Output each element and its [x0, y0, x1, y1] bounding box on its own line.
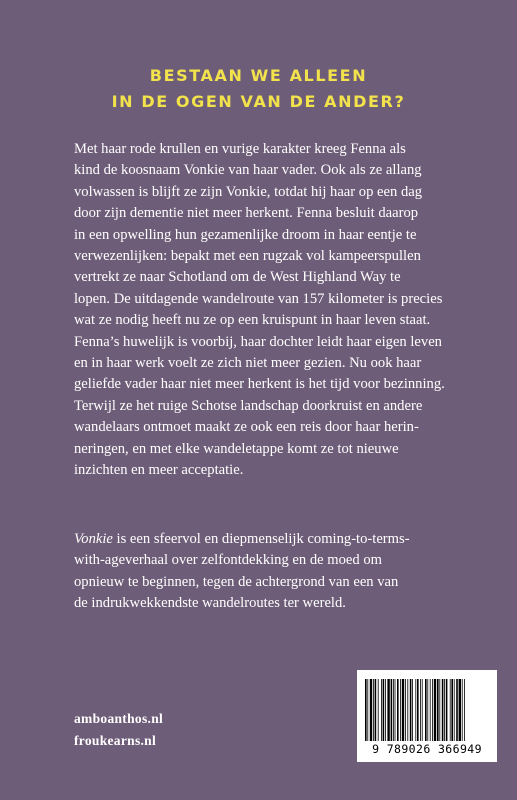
barcode-bar — [393, 679, 394, 741]
barcode-bar — [365, 679, 367, 741]
blurb-line: en in haar werk voelt ze zich niet meer gezien. Nu ook haar — [74, 355, 422, 372]
barcode-bar — [402, 679, 404, 741]
barcode-bar — [375, 679, 377, 741]
barcode-bar — [425, 679, 427, 741]
barcode-bar — [378, 679, 379, 741]
barcode-bar — [415, 679, 416, 741]
blurb-line: kind de koosnaam Vonkie van haar vader. Ook als ze allang — [74, 162, 422, 179]
blurb-paragraph-1 — [74, 139, 504, 482]
blurb-line: geliefde vader haar niet meer herkent is het tijd voor bezinning. — [74, 376, 445, 393]
barcode-bar — [446, 679, 448, 741]
barcode-box — [357, 670, 497, 762]
headline-line-2: IN DE OGEN VAN DE ANDER? — [111, 92, 406, 111]
barcode-bar — [391, 679, 393, 741]
blurb-line: Fenna’s huwelijk is voorbij, haar dochter leidt haar eigen leven — [74, 333, 442, 350]
blurb-line: door zijn dementie niet meer herkent. Fenna besluit daarop — [74, 205, 419, 222]
blurb-line: wat ze nodig heeft nu ze op een kruispunt in haar leven staat. — [74, 312, 431, 329]
barcode-bar — [407, 679, 408, 741]
blurb-line: inzichten en meer acceptatie. — [74, 462, 244, 479]
barcode-bar — [370, 679, 372, 741]
barcode-bar — [442, 679, 444, 741]
blurb-line: in een opwelling hun gezamenlijke droom in haar eentje te — [74, 226, 417, 243]
barcode-bar — [444, 679, 445, 741]
barcode-bar — [410, 679, 412, 741]
barcode-bar — [459, 679, 461, 741]
barcode-bar — [412, 679, 413, 741]
barcode-bar — [432, 679, 433, 741]
barcode-bar — [422, 679, 423, 741]
book-title-italic: Vonkie — [74, 531, 113, 547]
blurb-line: with-ageverhaal over zelfontdekking en de moed om — [74, 552, 382, 569]
blurb-line: neringen, en met elke wandeletappe komt ze tot nieuwe — [74, 440, 399, 457]
barcode-bar — [464, 679, 465, 741]
barcode-bar — [417, 679, 419, 741]
blurb-line: wandelaars ontmoet maakt ze ook een reis door haar herin- — [74, 419, 419, 436]
blurb-line: verwezenlijken: bepakt met een rugzak vol kampeerspullen — [74, 248, 421, 265]
barcode-bar — [385, 679, 386, 741]
blurb-line: volwassen is blijft ze zijn Vonkie, totdat hij haar op een dag — [74, 183, 423, 200]
barcode-bar — [400, 679, 401, 741]
barcode-bar — [397, 679, 399, 741]
barcode-bar — [405, 679, 406, 741]
barcode-bar — [451, 679, 453, 741]
barcode-bar — [367, 679, 368, 741]
barcode-bar — [387, 679, 389, 741]
blurb-line: lopen. De uitdagende wandelroute van 157 kilometer is precies — [74, 290, 443, 307]
barcode-bar — [434, 679, 436, 741]
barcode-bar — [381, 679, 382, 741]
publisher-website: amboanthos.nl — [74, 711, 164, 726]
blurb-line — [74, 529, 504, 550]
barcode-bar — [427, 679, 428, 741]
barcode-bar — [437, 679, 439, 741]
barcode-bars — [365, 679, 489, 743]
blurb-line: vertrekt ze naar Schotland om de West Highland Way te — [74, 269, 401, 286]
barcode-bar — [373, 679, 374, 741]
headline-line-1: BESTAAN WE ALLEEN — [149, 66, 368, 85]
blurb-paragraph-2 — [74, 529, 504, 615]
blurb-line: Terwijl ze het ruige Schotse landschap doorkruist en andere — [74, 397, 423, 414]
blurb-line: Met haar rode krullen en vurige karakter kreeg Fenna als — [74, 141, 406, 157]
blurb-line: opnieuw te beginnen, tegen de achtergrond van een van — [74, 573, 399, 590]
author-website: froukearns.nl — [74, 733, 157, 748]
barcode-bar — [383, 679, 385, 741]
barcode-bar — [430, 679, 431, 741]
isbn-number: 9 789026 366949 — [372, 742, 482, 756]
blurb-line: de indrukwekkendste wandelroutes ter wereld. — [74, 595, 346, 612]
barcode-bar — [450, 679, 451, 741]
barcode-bar — [420, 679, 421, 741]
barcode-bar — [439, 679, 440, 741]
blurb-line-rest: is een sfeervol en diepmenselijk coming-to-terms- — [112, 531, 410, 547]
barcode-bar — [395, 679, 396, 741]
barcode-bar — [462, 679, 463, 741]
barcode-bar — [456, 679, 458, 741]
barcode-bar — [454, 679, 455, 741]
